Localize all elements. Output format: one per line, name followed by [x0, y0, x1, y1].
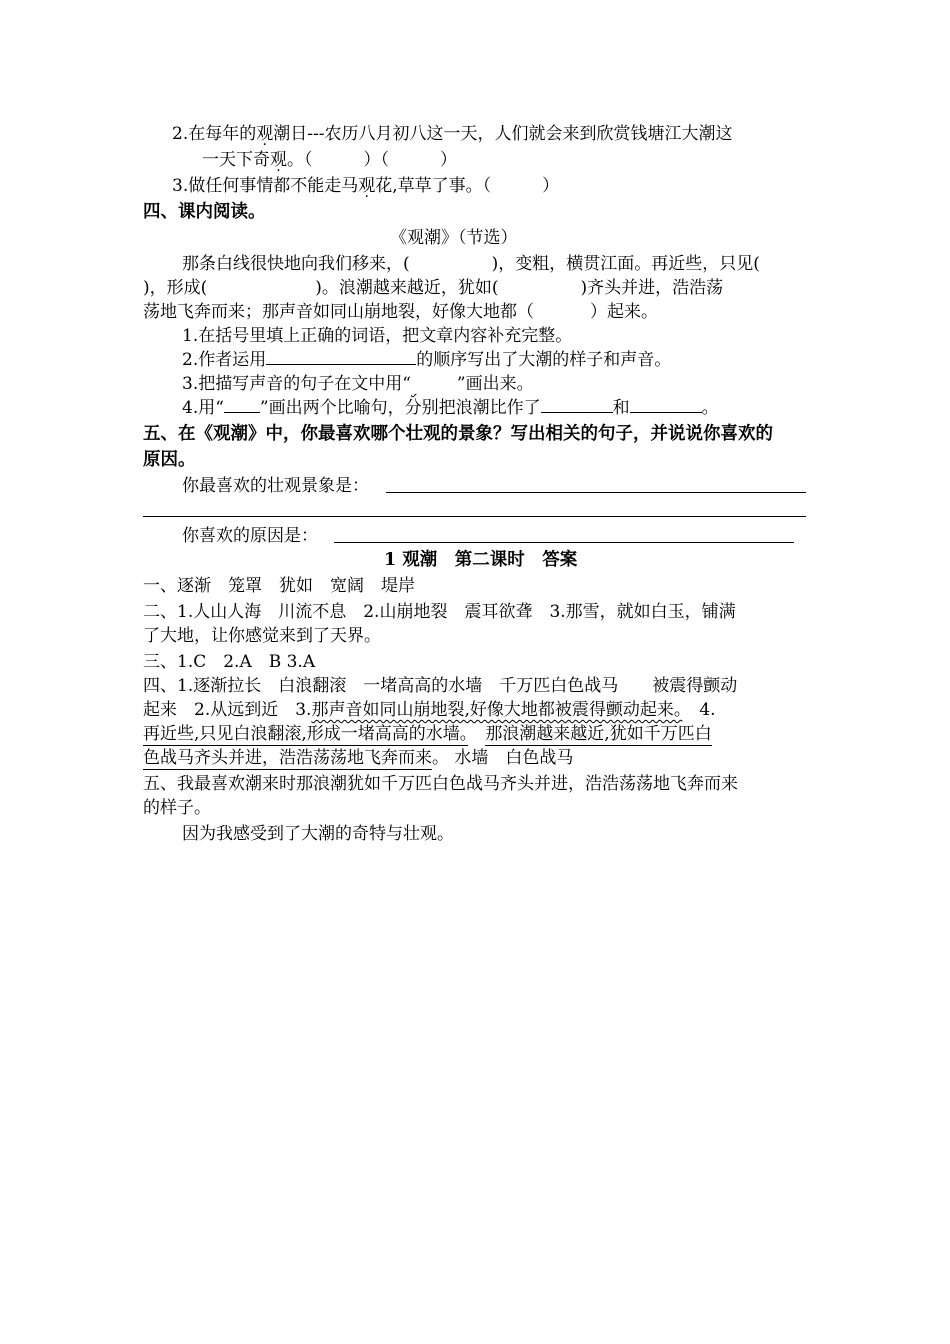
text-span: )，变粗，横贯江面。再近些，只见( [491, 254, 760, 274]
s4-question-4 [182, 396, 719, 420]
s5-scene-answer-line[interactable] [386, 492, 806, 493]
q3-item-2-line-2 [202, 148, 457, 172]
answer-5-line-2: 的样子。 [143, 798, 211, 818]
answer-2-line-1: 二、1.人山人海 川流不息 2.山崩地裂 震耳欲聋 3.那雪，就如白玉，铺满 [143, 602, 736, 622]
answer-4-line-3 [143, 722, 712, 746]
answer-4-line-2 [143, 698, 716, 722]
text-span: )，形成( [143, 278, 208, 298]
text-span: ”画出来。 [456, 374, 534, 394]
underline-sample [224, 396, 260, 413]
text-span: 2.作者运用 [182, 350, 267, 370]
underlined-answer: 色战马齐头并进，浩浩荡荡地飞奔而来 [143, 748, 432, 768]
text-span [468, 724, 485, 744]
text-span: 起来 2.从远到近 3. [143, 700, 312, 720]
passage-line-3 [143, 300, 658, 324]
answer-1: 一、逐渐 笼罩 犹如 宽阔 堤岸 [143, 576, 415, 596]
text-span: 3.把描写声音的句子在文中用“ [182, 374, 411, 394]
answer-5-line-3: 因为我感受到了大潮的奇特与壮观。 [182, 824, 454, 844]
text-span: 那条白线很快地向我们移来，( [182, 254, 410, 274]
text-span: )。浪潮越来越近，犹如( [315, 278, 499, 298]
dotted-char: 观 [358, 176, 376, 196]
fill-blank[interactable] [630, 396, 702, 413]
text-span: 潮日---农历八月初八这一天，人们就会来到欣赏钱塘江大潮这 [273, 124, 733, 144]
fill-blank[interactable] [541, 396, 613, 413]
s5-scene-label: 你最喜欢的壮观景象是： [182, 476, 369, 496]
s4-question-3 [182, 372, 534, 396]
passage-line-1 [182, 252, 760, 276]
s4-question-2 [182, 348, 671, 372]
answer-4-line-4 [143, 746, 573, 770]
underlined-answer: 再近些,只见白浪翻滚,形成一堵高高的水墙。 [143, 724, 469, 744]
answers-title: 1 观潮 第二课时 答案 [384, 550, 578, 570]
text-span: 荡地飞奔而来；那声音如同山崩地裂，好像大地都（ [143, 302, 534, 322]
text-span: ”画出两个比喻句，分别把浪潮比作了 [259, 398, 541, 418]
text-span: 一天下奇 [202, 150, 270, 170]
answer-3: 三、1.C 2.A B 3.A [143, 652, 316, 672]
passage-title: 《观潮》（节选） [390, 228, 518, 248]
dotted-char: 观 [256, 124, 274, 144]
text-span: )齐头并进，浩浩荡 [580, 278, 724, 298]
s5-reason-label: 你喜欢的原因是： [182, 526, 318, 546]
q3-item-3 [172, 174, 559, 198]
text-span: 花,草草了事。（ ） [375, 176, 560, 196]
section-5-heading-line-2: 原因。 [143, 450, 196, 470]
wavy-underlined-answer: 那声音如同山崩地裂,好像大地都被震得颤动起来。 [311, 700, 683, 720]
text-span: 2.在每年的 [172, 124, 257, 144]
text-span: 4.用“ [182, 398, 224, 418]
text-span: ）起来。 [590, 302, 658, 322]
section-5-heading-line-1: 五、在《观潮》中，你最喜欢哪个壮观的景象？写出相关的句子，并说说你喜欢的 [143, 424, 773, 444]
text-span: 4. [682, 700, 716, 720]
s5-reason-answer-line[interactable] [334, 542, 794, 543]
s5-scene-answer-line-2[interactable] [143, 516, 806, 517]
q3-item-2-line-1 [172, 122, 732, 146]
underlined-answer: 那浪潮越来越近,犹如千万匹白 [485, 724, 712, 744]
text-span: 和 [612, 398, 630, 418]
answer-2-line-2: 了大地，让你感觉来到了天界。 [143, 626, 381, 646]
fill-blank[interactable] [266, 348, 416, 365]
dotted-char: 观 [270, 150, 287, 170]
passage-line-2 [143, 276, 723, 300]
wavy-line-sample [411, 372, 457, 396]
section-4-heading: 四、课内阅读。 [143, 202, 266, 222]
text-span: 的顺序写出了大潮的样子和声音。 [416, 350, 672, 370]
text-span: 。 水墙 白色战马 [432, 748, 574, 768]
text-span: 3.做任何事情都不能走马 [172, 176, 359, 196]
s4-question-1: 1.在括号里填上正确的词语，把文章内容补充完整。 [182, 326, 573, 346]
text-span: 。 [701, 398, 719, 418]
answer-4-line-1: 四、1.逐渐拉长 白浪翻滚 一堵高高的水墙 千万匹白色战马 被震得颤动 [143, 676, 738, 696]
answer-brackets: 。（ ）（ ） [287, 150, 457, 170]
answer-5-line-1: 五、我最喜欢潮来时那浪潮犹如千万匹白色战马齐头并进，浩浩荡荡地飞奔而来 [143, 774, 738, 794]
